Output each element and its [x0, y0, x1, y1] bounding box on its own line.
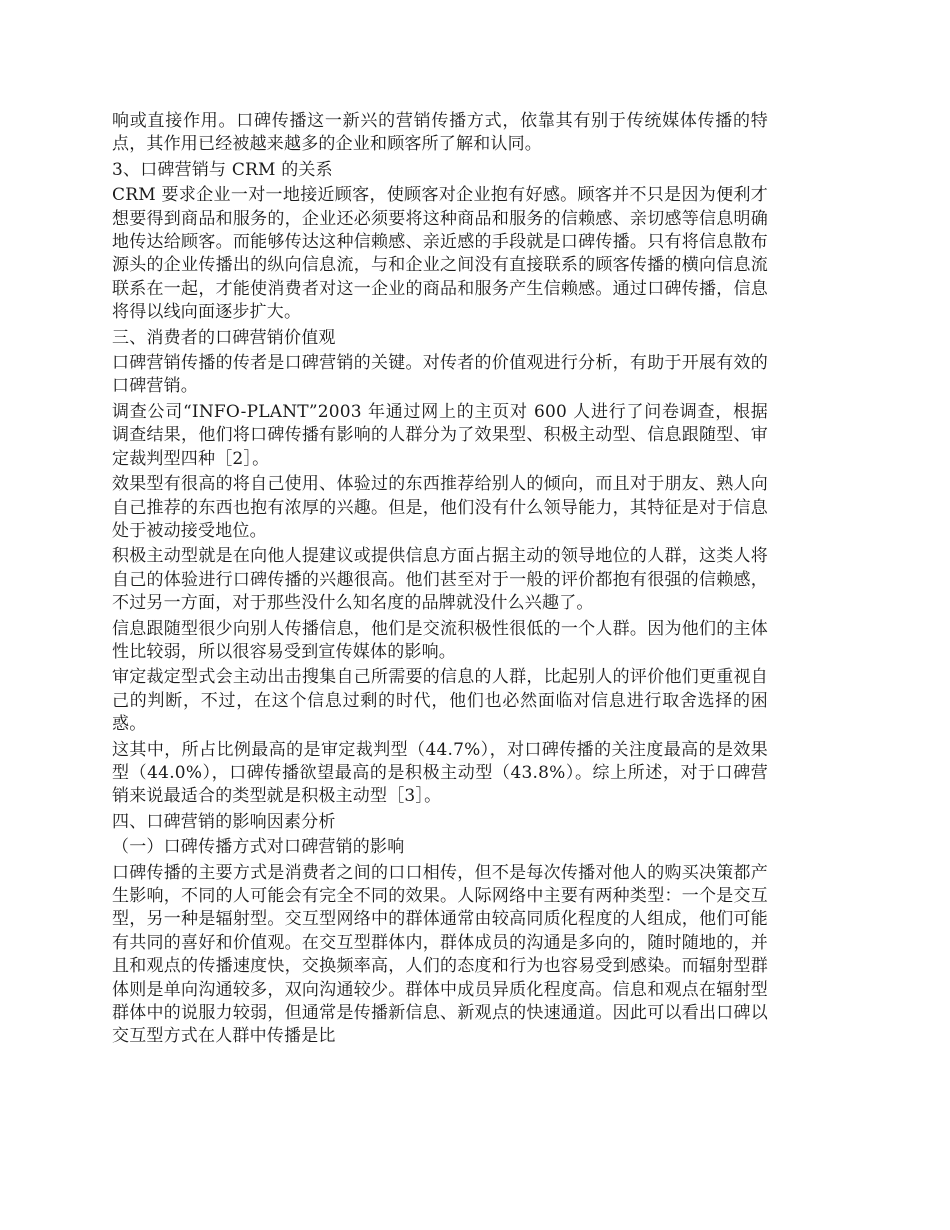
paragraph-network-types: 口碑传播的主要方式是消费者之间的口口相传，但不是每次传播对他人的购买决策都产生影响，不同的人可能会有完全不同的效果。人际网络中主要有两种类型：一个是交互型，另一种是辐射型。交互型网络中的群体通常由较高同质化程度的人组成，他们可能有共同的喜好和价值观。在交互型群体内，群体成员的沟通是多向的，随时随地的，并且和观点的传播速度快，交换频率高，人们的态度和行为也容易受到感染。而辐射型群体则是单向沟通较多，双向沟通较少。群体中成员异质化程度高。信息和观点在辐射型群体中的说服力较弱，但通常是传播新信息、新观点的快速通道。因此可以看出口碑以交互型方式在人群中传播是比 [112, 862, 768, 1047]
paragraph-transmitter-key: 口碑营销传播的传者是口碑营销的关键。对传者的价值观进行分析，有助于开展有效的口碑营销。 [112, 353, 768, 397]
section-heading-crm: 3、口碑营销与 CRM 的关系 [112, 159, 333, 180]
paragraph-judge-type: 审定裁定型式会主动出击搜集自己所需要的信息的人群，比起别人的评价他们更重视自己的判断，不过，在这个信息过剩的时代，他们也必然面临对信息进行取舍选择的困惑。 [112, 667, 768, 735]
paragraph-effect-type: 效果型有很高的将自己使用、体验过的东西推荐给别人的倾向，而且对于朋友、熟人向自己推荐的东西也抱有浓厚的兴趣。但是，他们没有什么领导能力，其特征是对于信息处于被动接受地位。 [112, 474, 768, 541]
section-heading-influence-factors: 四、口碑营销的影响因素分析 [112, 811, 336, 832]
paragraph-survey: 调查公司“INFO-PLANT”2003 年通过网上的主页对 600 人进行了问卷调查，根据调查结果，他们将口碑传播有影响的人群分为了效果型、积极主动型、信息跟随型、审定裁判型四种［2］。 [112, 401, 768, 469]
subsection-heading-transmission-mode: （一）口碑传播方式对口碑营销的影响 [112, 837, 405, 858]
document-page [112, 110, 768, 1051]
section-heading-consumer-values: 三、消费者的口碑营销价值观 [112, 327, 336, 348]
paragraph-summary-percentages: 这其中，所占比例最高的是审定裁判型（44.7%），对口碑传播的关注度最高的是效果型（44.0%），口碑传播欲望最高的是积极主动型（43.8%）。综上所述，对于口碑营销来说最适合的类型就是积极主动型［3］。 [112, 739, 768, 807]
paragraph-active-type: 积极主动型就是在向他人提建议或提供信息方面占据主动的领导地位的人群，这类人将自己的体验进行口碑传播的兴趣很高。他们甚至对于一般的评价都抱有很强的信赖感，不过另一方面，对于那些没什么知名度的品牌就没什么兴趣了。 [112, 546, 768, 614]
paragraph-crm: CRM 要求企业一对一地接近顾客，使顾客对企业抱有好感。顾客并不只是因为便利才想要得到商品和服务的，企业还必须要将这种商品和服务的信赖感、亲切感等信息明确地传达给顾客。而能够传达这种信赖感、亲近感的手段就是口碑传播。只有将信息散布源头的企业传播出的纵向信息流，与和企业之间没有直接联系的顾客传播的横向信息流联系在一起，才能使消费者对这一企业的商品和服务产生信赖感。通过口碑传播，信息将得以线向面逐步扩大。 [112, 185, 768, 323]
paragraph-follower-type: 信息跟随型很少向别人传播信息，他们是交流积极性很低的一个人群。因为他们的主体性比较弱，所以很容易受到宣传媒体的影响。 [112, 618, 768, 662]
paragraph-intro-continuation: 响或直接作用。口碑传播这一新兴的营销传播方式，依靠其有别于传统媒体传播的特点，其作用已经被越来越多的企业和顾客所了解和认同。 [112, 111, 768, 155]
